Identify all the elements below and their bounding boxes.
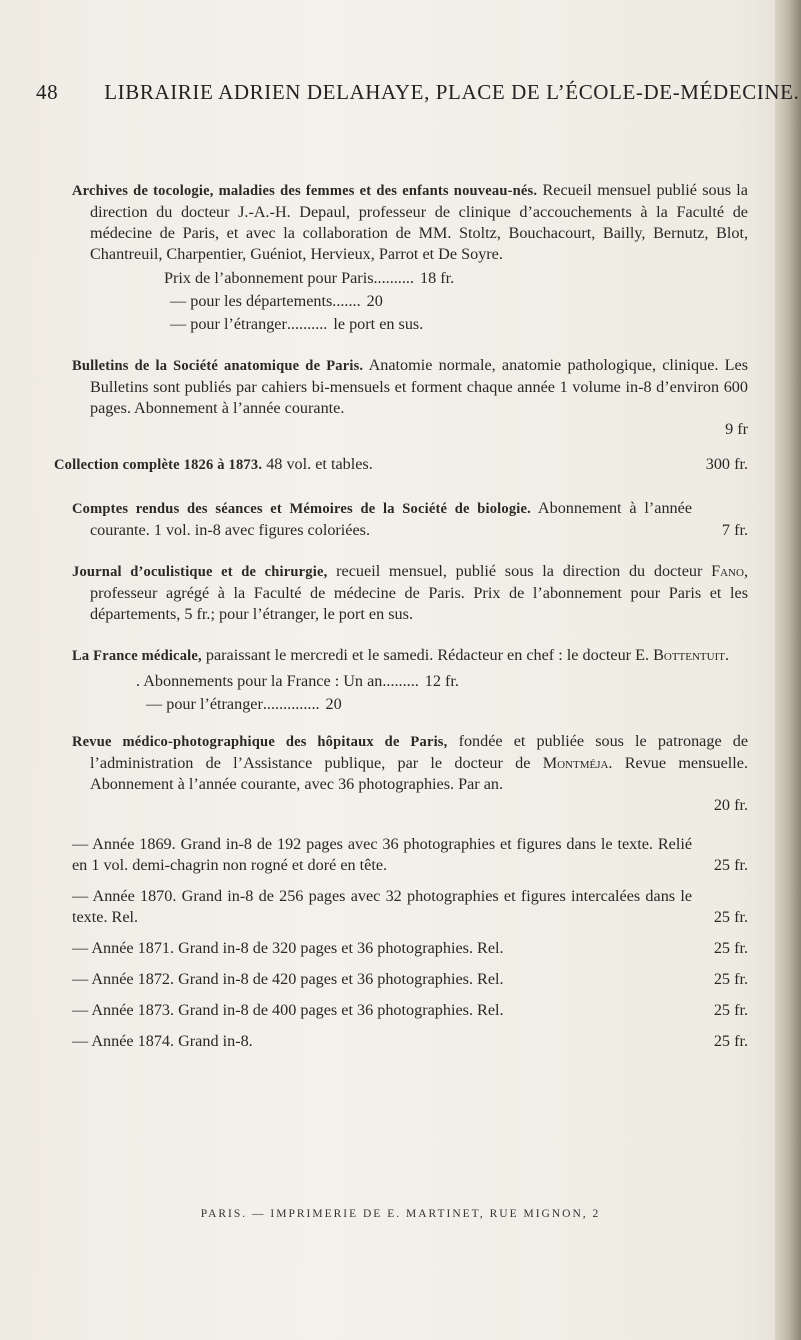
year-row: — Année 1871. Grand in-8 de 320 pages et 36 photographies. Rel. 25 fr.: [72, 939, 748, 957]
entry-body: Abonnement à l’année courante. 1 vol. in-8 avec figures coloriées.: [90, 499, 692, 539]
book-spine-shadow: [775, 0, 801, 1340]
year-price: 25 fr.: [713, 908, 748, 926]
entry-body: Anatomie normale, anatomie pathologique, clinique. Les Bulletins sont publiés par cahiers bi-mensuels et forment chaque année 1 volume in-8 d’environ 600 pages. Abonnement à l’année courante.: [90, 356, 749, 417]
entry-price: 300 fr.: [705, 455, 748, 473]
price-row: — pour l’étranger .......... le port en sus.: [170, 315, 424, 333]
year-row: — Année 1872. Grand in-8 de 420 pages et 36 photographies. Rel. 25 fr.: [72, 970, 748, 988]
entry-title: La France médicale,: [72, 648, 202, 664]
printer-imprint: PARIS. — IMPRIMERIE DE E. MARTINET, RUE MIGNON, 2: [200, 1208, 601, 1220]
year-price: 25 fr.: [713, 1032, 748, 1050]
price-row: . Abonnements pour la France : Un an ......... 12 fr.: [136, 672, 459, 690]
entry-archives: [72, 180, 748, 335]
entry-body: 48 vol. et tables.: [266, 455, 373, 473]
year-price: 25 fr.: [713, 939, 748, 957]
author-name: Montméja: [542, 754, 609, 772]
entry-body: Recueil mensuel publié sous la direction du docteur J.-A.-H. Depaul, professeur de clinique d’accouchements à la Faculté de médecine de Paris, et avec la collaboration de MM. Stoltz, Bouchacourt, Bailly, Bernutz, Blot, Chantreuil, Charpentier, Guéniot, Hervieux, Parrot et De Soyre.: [90, 181, 748, 263]
entry-revue: Revue médico-photographique des hôpitaux de Paris, fondée et publiée sous le patronage de l’administration de l’Assistance publique, par le docteur de Montméja. Revue mensuelle. Abonnement à l’année courante, avec 36 photographies. Par an. 20 fr.: [72, 732, 749, 814]
year-row: — Année 1873. Grand in-8 de 400 pages et 36 photographies. Rel. 25 fr.: [72, 1001, 748, 1019]
entry-title: Journal d’oculistique et de chirurgie,: [72, 564, 328, 580]
entry-price: 7 fr.: [721, 521, 748, 539]
entry-journal-oculistique: Journal d’oculistique et de chirurgie, recueil mensuel, publié sous la direction du docteur Fano, professeur agrégé à la Faculté de médecine de Paris. Prix de l’abonnement pour Paris et les départements, 5 fr.; pour l’étranger, le port en sus.: [72, 562, 748, 623]
year-row: — Année 1870. Grand in-8 de 256 pages avec 32 photographies et figures intercalées dans le texte. Rel. 25 fr.: [72, 887, 748, 926]
entry-bulletins: [72, 355, 748, 440]
author-name: Bottentuit: [653, 646, 725, 664]
author-name: Fano: [711, 562, 744, 580]
entry-price: 20 fr.: [713, 796, 748, 814]
entry-france-medicale: La France médicale, paraissant le mercredi et le samedi. Rédacteur en chef : le docteur E. Bottentuit. . Abonnements pour la France : Un an ......... 12 fr. — pour l’étranger .............. 20: [72, 645, 748, 715]
price-row: — pour les départements ....... 20: [170, 292, 383, 310]
entry-title: Archives de tocologie, maladies des femmes et des enfants nouveau-nés.: [72, 183, 538, 199]
year-price: 25 fr.: [713, 1001, 748, 1019]
entry-price: 9 fr: [725, 420, 748, 438]
year-price: 25 fr.: [713, 856, 748, 874]
year-list: [72, 834, 748, 1052]
price-row: Prix de l’abonnement pour Paris .......... 18 fr.: [164, 269, 455, 287]
entry-collection: [54, 454, 748, 476]
entry-title: Comptes rendus des séances et Mémoires de la Société de biologie.: [72, 501, 531, 517]
entry-comptes-rendus: [72, 498, 748, 541]
page-number: 48: [36, 80, 59, 104]
running-header: [36, 80, 800, 105]
year-price: 25 fr.: [713, 970, 748, 988]
entry-title: Collection complète 1826 à 1873.: [54, 457, 263, 473]
year-row: — Année 1869. Grand in-8 de 192 pages avec 36 photographies et figures dans le texte. Relié en 1 vol. demi-chagrin non rogné et doré en tête. 25 fr.: [72, 835, 748, 874]
year-row: — Année 1874. Grand in-8. 25 fr.: [72, 1032, 748, 1050]
entry-title: Revue médico-photographique des hôpitaux de Paris,: [72, 734, 448, 750]
entry-title: Bulletins de la Société anatomique de Paris.: [72, 358, 364, 374]
catalog-content: [54, 180, 749, 1052]
price-row: — pour l’étranger .............. 20: [146, 695, 342, 713]
running-title: LIBRAIRIE ADRIEN DELAHAYE, PLACE DE L’ÉCOLE-DE-MÉDECINE.: [104, 80, 800, 104]
